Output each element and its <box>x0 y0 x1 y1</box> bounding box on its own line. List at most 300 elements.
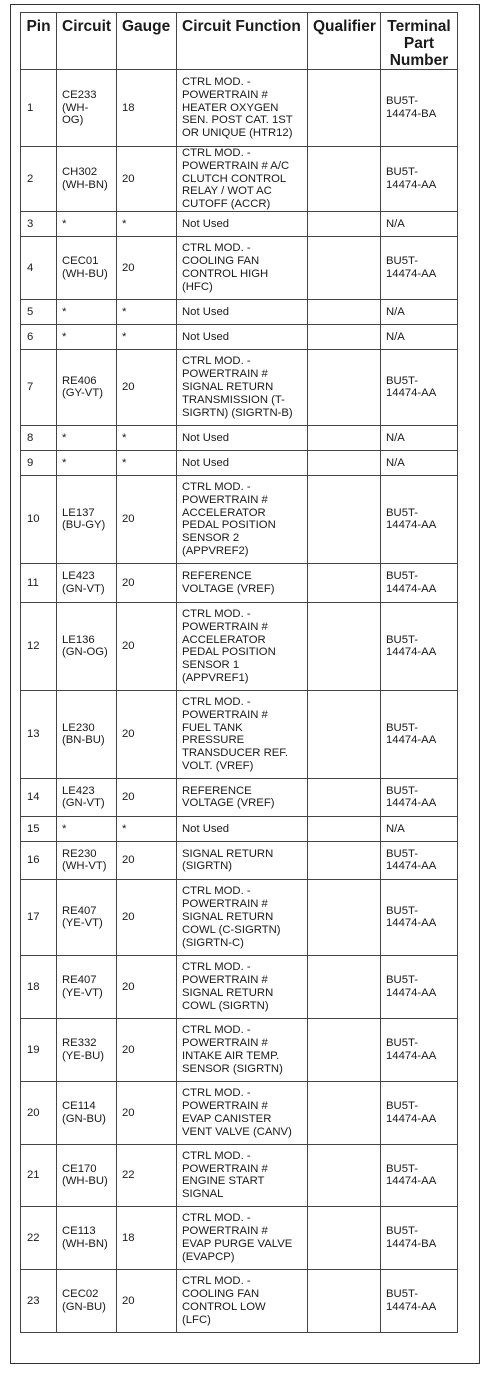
circuit-cell <box>57 1144 117 1206</box>
circuit-function-line: POWERTRAIN # <box>182 708 268 721</box>
qualifier-cell <box>308 211 381 236</box>
pin-cell: 16 <box>21 841 57 879</box>
circuit-line: (GN-VT) <box>62 582 105 595</box>
gauge-cell: 20 <box>117 602 177 690</box>
terminal-part-number-line: BU5T- <box>386 974 419 987</box>
circuit-function-line: POWERTRAIN # <box>182 1225 268 1238</box>
circuit-function-line: SIGNAL RETURN <box>182 986 274 999</box>
gauge-cell: 18 <box>117 70 177 147</box>
circuit-function-cell <box>177 70 308 147</box>
circuit-function-line: POWERTRAIN # <box>182 1100 268 1113</box>
circuit-line: (GN-BU) <box>62 1112 106 1125</box>
terminal-part-number-line: BU5T- <box>386 633 419 646</box>
table-row <box>21 70 458 147</box>
terminal-part-number-cell <box>381 1018 458 1081</box>
circuit-cell <box>57 211 117 236</box>
pin-cell: 2 <box>21 147 57 212</box>
circuit-function-line: CTRL MOD. - <box>182 147 251 159</box>
circuit-line: (WH-BU) <box>62 267 108 280</box>
circuit-function-line: TRANSDUCER REF. <box>182 747 289 760</box>
circuit-function-line: VOLTAGE (VREF) <box>182 582 275 595</box>
circuit-function-line: CTRL MOD. - <box>182 76 251 88</box>
circuit-function-line: CTRL MOD. - <box>182 961 251 974</box>
circuit-cell <box>57 1018 117 1081</box>
circuit-function-line: CONTROL HIGH <box>182 267 269 280</box>
terminal-part-number-cell <box>381 299 458 324</box>
circuit-cell <box>57 450 117 475</box>
gauge-cell: * <box>117 211 177 236</box>
gauge-cell: 20 <box>117 475 177 563</box>
pin-cell: 6 <box>21 324 57 349</box>
circuit-function-line: POWERTRAIN # <box>182 898 268 911</box>
terminal-part-number-line: 14474-AA <box>386 646 437 659</box>
terminal-part-number-cell <box>381 147 458 212</box>
pin-cell: 18 <box>21 955 57 1018</box>
circuit-line: (WH-BN) <box>62 178 108 191</box>
circuit-cell <box>57 563 117 602</box>
circuit-cell <box>57 147 117 212</box>
circuit-function-line: SIGNAL RETURN <box>182 381 274 394</box>
circuit-line: (GN-OG) <box>62 646 108 659</box>
qualifier-cell <box>308 70 381 147</box>
circuit-line: (GY-VT) <box>62 387 104 400</box>
terminal-part-number-cell <box>381 70 458 147</box>
table-row <box>21 1206 458 1269</box>
terminal-part-number-line: BU5T- <box>386 904 419 917</box>
table-row <box>21 475 458 563</box>
circuit-function-cell <box>177 211 308 236</box>
circuit-cell <box>57 602 117 690</box>
qualifier-cell <box>308 299 381 324</box>
circuit-function-line: (HFC) <box>182 280 213 293</box>
circuit-function-cell <box>177 1269 308 1332</box>
circuit-line: RE406 <box>62 374 97 387</box>
circuit-function-line: Not Used <box>182 330 230 343</box>
pin-cell: 15 <box>21 816 57 841</box>
terminal-part-number-line: BU5T- <box>386 784 419 797</box>
gauge-cell: 20 <box>117 236 177 299</box>
circuit-cell <box>57 879 117 955</box>
terminal-part-number-line: BU5T- <box>386 570 419 583</box>
table-row <box>21 778 458 816</box>
terminal-part-number-line: BU5T- <box>386 1100 419 1113</box>
circuit-function-line: ENGINE START <box>182 1175 265 1188</box>
terminal-part-number-cell <box>381 778 458 816</box>
qualifier-cell <box>308 778 381 816</box>
table-row <box>21 324 458 349</box>
pin-cell: 12 <box>21 602 57 690</box>
terminal-part-number-line: 14474-AA <box>386 1049 437 1062</box>
circuit-line: CH302 <box>62 166 98 179</box>
circuit-line: * <box>62 330 67 343</box>
table-row <box>21 147 458 212</box>
qualifier-cell <box>308 602 381 690</box>
circuit-line: (WH- <box>62 101 89 114</box>
circuit-function-line: SIGNAL RETURN <box>182 911 274 924</box>
terminal-part-number-line: 14474-AA <box>386 797 437 810</box>
terminal-part-number-line: BU5T- <box>386 847 419 860</box>
terminal-part-number-line: N/A <box>386 330 405 343</box>
circuit-line: CE113 <box>62 1225 96 1238</box>
terminal-part-number-line: 14474-AA <box>386 917 437 930</box>
gauge-cell: 18 <box>117 1206 177 1269</box>
circuit-function-line: Not Used <box>182 305 230 318</box>
header-gauge: Gauge <box>117 13 177 70</box>
circuit-function-line: (APPVREF2) <box>182 545 249 558</box>
circuit-function-line: (LFC) <box>182 1313 211 1326</box>
circuit-function-cell <box>177 299 308 324</box>
pin-cell: 9 <box>21 450 57 475</box>
qualifier-cell <box>308 1206 381 1269</box>
qualifier-cell <box>308 1018 381 1081</box>
terminal-part-number-line: 14474-AA <box>386 860 437 873</box>
pin-cell: 11 <box>21 563 57 602</box>
gauge-cell: 20 <box>117 1081 177 1144</box>
terminal-part-number-line: BU5T- <box>386 721 419 734</box>
circuit-line: RE230 <box>62 847 97 860</box>
circuit-function-line: Not Used <box>182 456 230 469</box>
table-row <box>21 236 458 299</box>
table-row <box>21 816 458 841</box>
circuit-line: (GN-BU) <box>62 1300 106 1313</box>
circuit-line: RE407 <box>62 974 97 987</box>
table-row <box>21 690 458 778</box>
pin-cell: 8 <box>21 425 57 450</box>
circuit-function-line: CTRL MOD. - <box>182 242 251 255</box>
circuit-function-line: EVAP CANISTER <box>182 1112 272 1125</box>
terminal-part-number-line: BU5T- <box>386 374 419 387</box>
circuit-cell <box>57 1269 117 1332</box>
table-row <box>21 450 458 475</box>
terminal-part-number-cell <box>381 841 458 879</box>
terminal-part-number-cell <box>381 1144 458 1206</box>
circuit-line: * <box>62 305 67 318</box>
circuit-function-line: PRESSURE <box>182 734 245 747</box>
circuit-function-line: CTRL MOD. - <box>182 1212 251 1225</box>
circuit-function-line: REFERENCE <box>182 570 252 583</box>
circuit-line: LE136 <box>62 633 95 646</box>
circuit-function-cell <box>177 955 308 1018</box>
circuit-function-cell <box>177 425 308 450</box>
circuit-function-line: OR UNIQUE (HTR12) <box>182 127 293 140</box>
circuit-function-cell <box>177 236 308 299</box>
circuit-line: LE423 <box>62 784 95 797</box>
circuit-function-cell <box>177 816 308 841</box>
table-row <box>21 563 458 602</box>
table-row <box>21 1081 458 1144</box>
circuit-function-line: CTRL MOD. - <box>182 355 251 368</box>
gauge-cell: * <box>117 425 177 450</box>
pin-cell: 23 <box>21 1269 57 1332</box>
terminal-part-number-line: BU5T- <box>386 166 419 179</box>
gauge-cell: * <box>117 450 177 475</box>
circuit-function-line: CTRL MOD. - <box>182 1275 251 1288</box>
terminal-part-number-line: 14474-AA <box>386 582 437 595</box>
circuit-cell <box>57 1206 117 1269</box>
terminal-part-number-line: 14474-AA <box>386 178 437 191</box>
circuit-function-line: CTRL MOD. - <box>182 481 251 494</box>
circuit-line: LE423 <box>62 570 95 583</box>
table-row <box>21 299 458 324</box>
terminal-part-number-line: 14474-AA <box>386 986 437 999</box>
terminal-part-number-cell <box>381 563 458 602</box>
gauge-cell: 20 <box>117 841 177 879</box>
table-row <box>21 1144 458 1206</box>
qualifier-cell <box>308 816 381 841</box>
qualifier-cell <box>308 955 381 1018</box>
pin-cell: 7 <box>21 349 57 425</box>
table-row <box>21 955 458 1018</box>
circuit-function-cell <box>177 1206 308 1269</box>
circuit-cell <box>57 816 117 841</box>
circuit-function-line: (SIGRTN-C) <box>182 936 244 949</box>
gauge-cell: 20 <box>117 879 177 955</box>
terminal-part-number-cell <box>381 690 458 778</box>
circuit-line: (GN-VT) <box>62 797 105 810</box>
gauge-cell: * <box>117 299 177 324</box>
circuit-function-line: POWERTRAIN # <box>182 1037 268 1050</box>
circuit-function-line: CUTOFF (ACCR) <box>182 198 271 211</box>
circuit-function-line: PEDAL POSITION <box>182 646 276 659</box>
circuit-cell <box>57 690 117 778</box>
terminal-part-number-line: N/A <box>386 305 405 318</box>
header-qualifier: Qualifier <box>308 13 381 70</box>
circuit-cell <box>57 841 117 879</box>
circuit-function-line: CTRL MOD. - <box>182 696 251 709</box>
circuit-function-line: CLUTCH CONTROL <box>182 172 287 185</box>
terminal-part-number-cell <box>381 955 458 1018</box>
gauge-cell: 20 <box>117 349 177 425</box>
circuit-function-line: ACCELERATOR <box>182 506 266 519</box>
circuit-function-line: POWERTRAIN # <box>182 493 268 506</box>
circuit-function-line: SIGNAL RETURN <box>182 847 274 860</box>
circuit-cell <box>57 349 117 425</box>
terminal-part-number-cell <box>381 879 458 955</box>
terminal-part-number-line: BU5T- <box>386 95 419 108</box>
circuit-function-cell <box>177 841 308 879</box>
qualifier-cell <box>308 349 381 425</box>
circuit-line: RE407 <box>62 904 97 917</box>
circuit-function-line: REFERENCE <box>182 784 252 797</box>
circuit-function-line: COOLING FAN <box>182 255 260 268</box>
circuit-function-line: SIGRTN) (SIGRTN-B) <box>182 406 293 419</box>
circuit-function-line: PEDAL POSITION <box>182 519 276 532</box>
qualifier-cell <box>308 563 381 602</box>
gauge-cell: 20 <box>117 563 177 602</box>
header-circuit: Circuit <box>57 13 117 70</box>
circuit-line: * <box>62 217 67 230</box>
circuit-function-line: POWERTRAIN # <box>182 368 268 381</box>
circuit-function-line: SIGNAL <box>182 1188 224 1201</box>
gauge-cell: 20 <box>117 1018 177 1081</box>
table-row <box>21 1018 458 1081</box>
pin-cell: 3 <box>21 211 57 236</box>
circuit-line: * <box>62 456 67 469</box>
circuit-function-line: INTAKE AIR TEMP. <box>182 1049 280 1062</box>
circuit-function-line: POWERTRAIN # <box>182 974 268 987</box>
gauge-cell: 20 <box>117 955 177 1018</box>
pin-cell: 4 <box>21 236 57 299</box>
circuit-line: (WH-BN) <box>62 1237 108 1250</box>
terminal-part-number-line: BU5T- <box>386 255 419 268</box>
table-row <box>21 879 458 955</box>
circuit-function-line: COWL (SIGRTN) <box>182 999 269 1012</box>
circuit-function-line: Not Used <box>182 822 230 835</box>
circuit-function-line: Not Used <box>182 217 230 230</box>
terminal-part-number-line: 14474-AA <box>386 387 437 400</box>
qualifier-cell <box>308 1269 381 1332</box>
circuit-function-line: CTRL MOD. - <box>182 1024 251 1037</box>
circuit-function-line: TRANSMISSION (T- <box>182 393 285 406</box>
table-row <box>21 425 458 450</box>
circuit-cell <box>57 955 117 1018</box>
circuit-function-line: CTRL MOD. - <box>182 885 251 898</box>
circuit-function-line: CTRL MOD. - <box>182 1149 251 1162</box>
circuit-function-line: EVAP PURGE VALVE <box>182 1237 293 1250</box>
pin-cell: 13 <box>21 690 57 778</box>
circuit-function-line: FUEL TANK <box>182 721 243 734</box>
terminal-part-number-line: 14474-AA <box>386 1175 437 1188</box>
pin-cell: 1 <box>21 70 57 147</box>
circuit-cell <box>57 324 117 349</box>
circuit-cell <box>57 425 117 450</box>
qualifier-cell <box>308 1144 381 1206</box>
circuit-line: CE114 <box>62 1100 96 1113</box>
table-row <box>21 841 458 879</box>
circuit-function-line: VENT VALVE (CANV) <box>182 1125 292 1138</box>
circuit-function-line: CTRL MOD. - <box>182 1087 251 1100</box>
terminal-part-number-line: 14474-AA <box>386 519 437 532</box>
circuit-function-line: (APPVREF1) <box>182 672 249 685</box>
circuit-function-cell <box>177 778 308 816</box>
qualifier-cell <box>308 236 381 299</box>
circuit-line: (YE-VT) <box>62 917 103 930</box>
terminal-part-number-line: N/A <box>386 217 405 230</box>
pin-cell: 22 <box>21 1206 57 1269</box>
circuit-function-cell <box>177 450 308 475</box>
terminal-part-number-line: 14474-AA <box>386 734 437 747</box>
circuit-function-cell <box>177 690 308 778</box>
qualifier-cell <box>308 475 381 563</box>
circuit-function-line: CONTROL LOW <box>182 1300 266 1313</box>
circuit-function-line: ACCELERATOR <box>182 633 266 646</box>
circuit-cell <box>57 299 117 324</box>
connector-pinout-table <box>20 12 458 1333</box>
circuit-function-cell <box>177 563 308 602</box>
pin-cell: 14 <box>21 778 57 816</box>
circuit-line: * <box>62 822 67 835</box>
terminal-part-number-line: 14474-AA <box>386 267 437 280</box>
circuit-line: RE332 <box>62 1037 97 1050</box>
circuit-line: CEC02 <box>62 1288 99 1301</box>
circuit-function-cell <box>177 475 308 563</box>
terminal-part-number-cell <box>381 816 458 841</box>
terminal-part-number-cell <box>381 1081 458 1144</box>
terminal-part-number-line: N/A <box>386 456 405 469</box>
circuit-function-line: HEATER OXYGEN <box>182 101 279 114</box>
circuit-line: (YE-BU) <box>62 1049 105 1062</box>
terminal-part-number-cell <box>381 475 458 563</box>
circuit-function-cell <box>177 1081 308 1144</box>
gauge-cell: 20 <box>117 1269 177 1332</box>
terminal-part-number-cell <box>381 1269 458 1332</box>
circuit-cell <box>57 70 117 147</box>
gauge-cell: 20 <box>117 690 177 778</box>
circuit-function-line: COOLING FAN <box>182 1288 260 1301</box>
pin-cell: 21 <box>21 1144 57 1206</box>
circuit-function-cell <box>177 1018 308 1081</box>
terminal-part-number-line: N/A <box>386 822 405 835</box>
circuit-line: LE137 <box>62 506 95 519</box>
circuit-function-line: (EVAPCP) <box>182 1250 235 1263</box>
terminal-part-number-line: 14474-BA <box>386 1237 437 1250</box>
circuit-function-line: COWL (C-SIGRTN) <box>182 923 281 936</box>
terminal-part-number-line: N/A <box>386 431 405 444</box>
circuit-function-line: CTRL MOD. - <box>182 608 251 621</box>
terminal-part-number-cell <box>381 450 458 475</box>
circuit-function-cell <box>177 1144 308 1206</box>
circuit-function-cell <box>177 602 308 690</box>
circuit-function-line: Not Used <box>182 431 230 444</box>
circuit-line: LE230 <box>62 721 95 734</box>
circuit-function-line: POWERTRAIN # A/C <box>182 159 290 172</box>
gauge-cell: 20 <box>117 147 177 212</box>
circuit-function-line: POWERTRAIN # <box>182 1162 268 1175</box>
gauge-cell: 22 <box>117 1144 177 1206</box>
circuit-function-line: RELAY / WOT AC <box>182 185 272 198</box>
terminal-part-number-cell <box>381 425 458 450</box>
circuit-function-line: (SIGRTN) <box>182 860 232 873</box>
circuit-function-cell <box>177 349 308 425</box>
circuit-function-cell <box>177 324 308 349</box>
terminal-part-number-line: BU5T- <box>386 506 419 519</box>
circuit-function-line: SENSOR 1 <box>182 659 240 672</box>
qualifier-cell <box>308 841 381 879</box>
terminal-part-number-line: 14474-AA <box>386 1300 437 1313</box>
circuit-function-line: POWERTRAIN # <box>182 620 268 633</box>
terminal-part-number-cell <box>381 602 458 690</box>
terminal-part-number-cell <box>381 1206 458 1269</box>
terminal-part-number-cell <box>381 324 458 349</box>
circuit-cell <box>57 778 117 816</box>
terminal-part-number-cell <box>381 211 458 236</box>
circuit-line: OG) <box>62 114 84 127</box>
gauge-cell: * <box>117 324 177 349</box>
table-row <box>21 602 458 690</box>
qualifier-cell <box>308 450 381 475</box>
header-circuit-function: Circuit Function <box>177 13 308 70</box>
table-row <box>21 1269 458 1332</box>
qualifier-cell <box>308 690 381 778</box>
gauge-cell: * <box>117 816 177 841</box>
terminal-part-number-line: 14474-AA <box>386 1112 437 1125</box>
circuit-function-line: SENSOR 2 <box>182 532 240 545</box>
circuit-function-line: VOLT. (VREF) <box>182 760 254 773</box>
terminal-part-number-line: BU5T- <box>386 1288 419 1301</box>
qualifier-cell <box>308 147 381 212</box>
table-row <box>21 349 458 425</box>
pin-cell: 20 <box>21 1081 57 1144</box>
terminal-part-number-cell <box>381 349 458 425</box>
circuit-function-line: SENSOR (SIGRTN) <box>182 1062 283 1075</box>
circuit-cell <box>57 1081 117 1144</box>
circuit-line: (YE-VT) <box>62 986 103 999</box>
circuit-function-cell <box>177 879 308 955</box>
circuit-function-cell <box>177 147 308 212</box>
circuit-function-line: POWERTRAIN # <box>182 88 268 101</box>
qualifier-cell <box>308 425 381 450</box>
qualifier-cell <box>308 879 381 955</box>
